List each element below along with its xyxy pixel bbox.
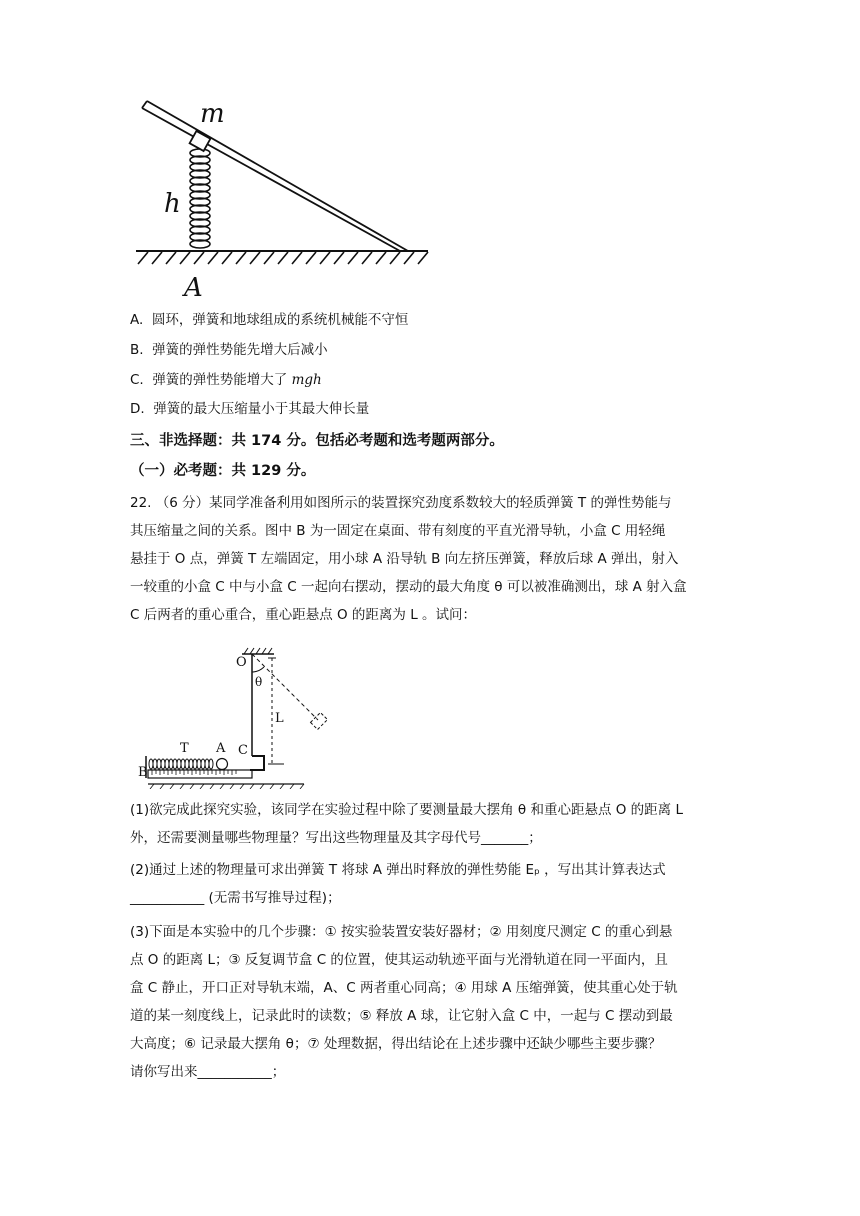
label-B: B	[138, 765, 148, 780]
question-22: 22. （6 分）某同学准备利用如图所示的装置探究劲度系数较大的轻质弹簧 T 的弹性势能与 其压缩量之间的关系。图中 B 为一固定在桌面、带有刻度的平直光滑导轨，小盒 C 用轻绳 悬挂于 O 点，弹簧 T 左端固定，用小球 A 沿导轨 B 向左挤压弹簧，释放后球 A 弹出，射入 一较重的小盒 C 中与小盒 C 一起向右摆动，摆动的最大角度 θ 可以被准确测出，球 A 射入盒 C 后两者的重心重合，重心距悬点 O 的距离为 L 。试问：	[130, 495, 687, 623]
spring	[190, 149, 210, 248]
option-d: D. 弹簧的最大压缩量小于其最大伸长量	[130, 401, 370, 417]
label-A: A	[184, 273, 203, 303]
label-h: h	[164, 189, 181, 219]
ball-A	[217, 759, 228, 770]
sub-question-1: (1)欲完成此探究实验，该同学在实验过程中除了要测量最大摆角 θ 和重心距悬点 O 的距离 L 外，还需要测量哪些物理量？写出这些物理量及其字母代号_______；	[130, 802, 683, 846]
section-heading: 三、非选择题：共 174 分。包括必考题和选考题两部分。	[130, 433, 504, 449]
sub-heading: （一）必考题：共 129 分。	[130, 463, 316, 479]
label-theta: θ	[255, 675, 263, 689]
label-T: T	[180, 741, 189, 756]
figure-ring-spring-incline	[128, 96, 438, 306]
option-a: A. 圆环，弹簧和地球组成的系统机械能不守恒	[130, 312, 409, 328]
sub-question-3: (3)下面是本实验中的几个步骤：① 按实验装置安装好器材；② 用刻度尺测定 C 的重心到悬 点 O 的距离 L；③ 反复调节盒 C 的位置，使其运动轨迹平面与光滑轨道在同一平面内，且 盒 C 静止，开口正对导轨末端，A、C 两者重心同高；④ 用球 A 压缩弹簧，使其重心处于轨 道的某一刻度线上，记录此时的读数；⑤ 释放 A 球，让它射入盒 C 中，一起与 C 摆动到最 大高度；⑥ 记录最大摆角 θ；⑦ 处理数据，得出结论在上述步骤中还缺少哪些主要步骤？ 请你写出来___________；	[130, 924, 678, 1080]
spring-T	[149, 759, 213, 769]
ring	[190, 131, 211, 151]
label-O: O	[236, 655, 247, 670]
option-c: C. 弹簧的弹性势能增大了 mgh	[130, 372, 322, 388]
label-A2: A	[216, 741, 226, 756]
figure-pendulum-apparatus	[138, 644, 338, 789]
label-L: L	[275, 711, 284, 726]
option-b: B. 弹簧的弹性势能先增大后减小	[130, 342, 328, 358]
label-C: C	[238, 743, 248, 758]
sub-question-2: (2)通过上述的物理量可求出弹簧 T 将球 A 弹出时释放的弹性势能 Eₚ ，写出其计算表达式 ___________ (无需书写推导过程)；	[130, 862, 666, 906]
label-m: m	[200, 99, 225, 129]
